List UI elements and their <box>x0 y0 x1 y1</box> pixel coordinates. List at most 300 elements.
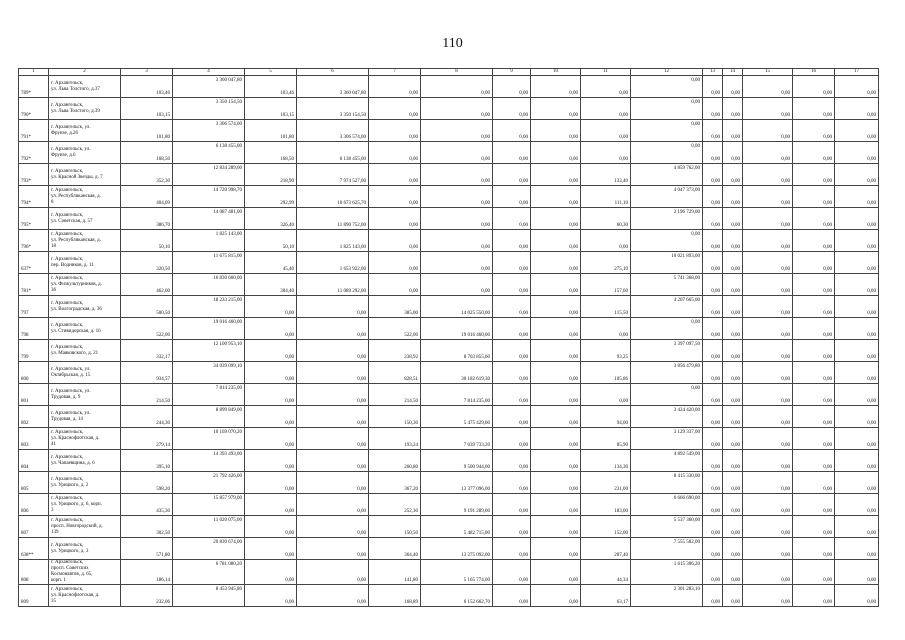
value-cell: 0,00 <box>421 186 493 208</box>
table-row <box>19 428 879 450</box>
table-row <box>19 494 879 516</box>
value-cell: 6 138 455,00 <box>297 142 369 164</box>
value-cell: 111,10 <box>581 186 631 208</box>
value-cell: 1 615 306,20 <box>631 560 703 585</box>
value-cell: 7 555 582,00 <box>631 538 703 560</box>
value-cell: 0,00 <box>297 494 369 516</box>
table-row <box>19 76 879 98</box>
value-cell: 12 100 953,10 <box>173 340 245 362</box>
address-cell: г. Архангельск, ул. Трудовая, д. 14 <box>49 406 121 428</box>
column-number: 10 <box>531 69 581 76</box>
value-cell: 0,00 <box>531 538 581 560</box>
column-number: 4 <box>173 69 245 76</box>
value-cell: 0,00 <box>703 76 723 98</box>
value-cell: 0,00 <box>723 428 743 450</box>
value-cell: 435,30 <box>121 494 173 516</box>
value-cell: 0,00 <box>723 318 743 340</box>
value-cell: 292,99 <box>245 186 297 208</box>
value-cell: 0,00 <box>531 164 581 186</box>
value-cell: 0,00 <box>703 274 723 296</box>
value-cell: 0,00 <box>835 296 879 318</box>
value-cell: 16 830 660,00 <box>173 274 245 296</box>
column-number: 14 <box>723 69 743 76</box>
value-cell: 304,40 <box>245 274 297 296</box>
value-cell: 0,00 <box>793 406 835 428</box>
value-cell: 0,00 <box>793 296 835 318</box>
value-cell: 44,34 <box>581 560 631 585</box>
value-cell: 0,00 <box>245 560 297 585</box>
value-cell: 19 016 460,00 <box>421 318 493 340</box>
value-cell: 0,00 <box>531 406 581 428</box>
housing-program-table <box>18 68 879 607</box>
value-cell: 5 475 429,00 <box>421 406 493 428</box>
value-cell: 4 859 762,00 <box>631 164 703 186</box>
value-cell: 0,00 <box>245 362 297 384</box>
value-cell: 0,00 <box>245 450 297 472</box>
value-cell: 0,00 <box>835 76 879 98</box>
value-cell: 0,00 <box>245 494 297 516</box>
value-cell: 0,00 <box>793 516 835 538</box>
value-cell: 0,00 <box>493 76 531 98</box>
value-cell: 2 196 729,00 <box>631 208 703 230</box>
value-cell: 0,00 <box>723 384 743 406</box>
value-cell: 0,00 <box>631 230 703 252</box>
value-cell: 0,00 <box>493 585 531 607</box>
value-cell: 0,00 <box>793 208 835 230</box>
value-cell: 0,00 <box>743 538 793 560</box>
value-cell: 20 830 674,00 <box>173 538 245 560</box>
column-number: 6 <box>297 69 369 76</box>
value-cell: 0,00 <box>793 98 835 120</box>
value-cell: 11 890 752,00 <box>297 208 369 230</box>
value-cell: 0,00 <box>743 142 793 164</box>
value-cell: 0,00 <box>723 186 743 208</box>
value-cell: 0,00 <box>723 252 743 274</box>
value-cell: 0,00 <box>723 560 743 585</box>
value-cell: 0,00 <box>743 472 793 494</box>
value-cell: 103,15 <box>245 98 297 120</box>
value-cell: 10 169 070,20 <box>173 428 245 450</box>
value-cell: 0,00 <box>297 362 369 384</box>
value-cell: 0,00 <box>743 384 793 406</box>
value-cell: 18 233 215,00 <box>173 296 245 318</box>
value-cell: 50,10 <box>121 230 173 252</box>
value-cell: 395,10 <box>121 450 173 472</box>
column-number: 8 <box>421 69 493 76</box>
table-row <box>19 120 879 142</box>
value-cell: 0,00 <box>493 538 531 560</box>
value-cell: 0,00 <box>531 516 581 538</box>
row-id-cell: 800 <box>19 362 49 384</box>
value-cell: 0,00 <box>793 362 835 384</box>
value-cell: 0,00 <box>493 472 531 494</box>
value-cell: 6 152 662,70 <box>421 585 493 607</box>
value-cell: 0,00 <box>723 494 743 516</box>
value-cell: 0,00 <box>493 494 531 516</box>
value-cell: 0,00 <box>581 98 631 120</box>
value-cell: 0,00 <box>703 406 723 428</box>
value-cell: 103,46 <box>245 76 297 98</box>
value-cell: 0,00 <box>493 450 531 472</box>
value-cell: 0,00 <box>835 538 879 560</box>
value-cell: 364,40 <box>369 538 421 560</box>
value-cell: 244,30 <box>121 406 173 428</box>
column-number: 15 <box>743 69 793 76</box>
value-cell: 0,00 <box>297 538 369 560</box>
value-cell: 10 673 625,70 <box>297 186 369 208</box>
value-cell: 19 016 460,00 <box>173 318 245 340</box>
value-cell: 0,00 <box>703 164 723 186</box>
value-cell: 0,00 <box>835 230 879 252</box>
value-cell: 0,00 <box>723 340 743 362</box>
column-number-row <box>19 69 879 76</box>
value-cell: 8 453 945,80 <box>173 585 245 607</box>
value-cell: 0,00 <box>743 252 793 274</box>
value-cell: 0,00 <box>245 585 297 607</box>
value-cell: 0,00 <box>369 208 421 230</box>
value-cell: 0,00 <box>245 318 297 340</box>
value-cell: 0,00 <box>369 186 421 208</box>
value-cell: 0,00 <box>245 384 297 406</box>
address-cell: г. Архангельск, ул. Краснофлотская, д. 35 <box>49 585 121 607</box>
column-number: 16 <box>793 69 835 76</box>
value-cell: 0,00 <box>245 296 297 318</box>
value-cell: 0,00 <box>631 98 703 120</box>
value-cell: 0,00 <box>493 120 531 142</box>
value-cell: 3 350 154,50 <box>173 98 245 120</box>
value-cell: 10 021 893,00 <box>631 252 703 274</box>
value-cell: 0,00 <box>835 560 879 585</box>
value-cell: 0,00 <box>723 164 743 186</box>
value-cell: 0,00 <box>297 428 369 450</box>
value-cell: 0,00 <box>421 274 493 296</box>
table-row <box>19 362 879 384</box>
value-cell: 0,00 <box>793 142 835 164</box>
value-cell: 0,00 <box>531 296 581 318</box>
value-cell: 0,00 <box>743 164 793 186</box>
value-cell: 0,00 <box>703 494 723 516</box>
value-cell: 0,00 <box>703 208 723 230</box>
value-cell: 0,00 <box>835 494 879 516</box>
value-cell: 0,00 <box>703 296 723 318</box>
value-cell: 0,00 <box>631 142 703 164</box>
value-cell: 0,00 <box>723 362 743 384</box>
value-cell: 13 377 096,00 <box>421 472 493 494</box>
value-cell: 94,00 <box>581 406 631 428</box>
value-cell: 0,00 <box>743 585 793 607</box>
value-cell: 0,00 <box>743 340 793 362</box>
table-row <box>19 585 879 607</box>
value-cell: 0,00 <box>703 516 723 538</box>
value-cell: 231,00 <box>581 472 631 494</box>
value-cell: 105,86 <box>581 362 631 384</box>
value-cell: 4 207 665,00 <box>631 296 703 318</box>
value-cell: 0,00 <box>493 318 531 340</box>
value-cell: 0,00 <box>531 585 581 607</box>
value-cell: 0,00 <box>743 494 793 516</box>
value-cell: 0,00 <box>793 384 835 406</box>
column-number: 1 <box>19 69 49 76</box>
value-cell: 2 301 283,10 <box>631 585 703 607</box>
address-cell: г. Архангельск, просп. Новгородский, д. 139 <box>49 516 121 538</box>
value-cell: 0,00 <box>743 450 793 472</box>
value-cell: 0,00 <box>743 98 793 120</box>
column-number: 2 <box>49 69 121 76</box>
value-cell: 0,00 <box>793 472 835 494</box>
value-cell: 0,00 <box>703 252 723 274</box>
value-cell: 85,90 <box>581 428 631 450</box>
value-cell: 103,46 <box>121 76 173 98</box>
row-id-cell: 809 <box>19 585 49 607</box>
page-number: 110 <box>442 36 463 51</box>
value-cell: 0,00 <box>723 98 743 120</box>
value-cell: 3 306 574,00 <box>173 120 245 142</box>
value-cell: 3 360 047,80 <box>173 76 245 98</box>
value-cell: 404,09 <box>121 186 173 208</box>
value-cell: 0,00 <box>493 428 531 450</box>
value-cell: 21 792 426,00 <box>173 472 245 494</box>
value-cell: 168,50 <box>245 142 297 164</box>
value-cell: 0,00 <box>793 252 835 274</box>
value-cell: 150,50 <box>369 516 421 538</box>
value-cell: 11 020 075,00 <box>173 516 245 538</box>
value-cell: 0,00 <box>835 585 879 607</box>
value-cell: 0,00 <box>723 450 743 472</box>
value-cell: 3 129 337,00 <box>631 428 703 450</box>
value-cell: 15 857 979,00 <box>173 494 245 516</box>
value-cell: 0,00 <box>743 296 793 318</box>
value-cell: 12 834 289,00 <box>173 164 245 186</box>
value-cell: 0,00 <box>369 252 421 274</box>
value-cell: 332,17 <box>121 340 173 362</box>
address-cell: г. Архангельск, ул. Физкультурников, д. 36 <box>49 274 121 296</box>
value-cell: 13 275 092,00 <box>421 538 493 560</box>
value-cell: 0,00 <box>703 472 723 494</box>
value-cell: 4 892 549,00 <box>631 450 703 472</box>
value-cell: 214,50 <box>121 384 173 406</box>
value-cell: 5 165 774,00 <box>421 560 493 585</box>
value-cell: 5 741 368,00 <box>631 274 703 296</box>
value-cell: 0,00 <box>793 76 835 98</box>
value-cell: 34 039 099,10 <box>173 362 245 384</box>
value-cell: 0,00 <box>835 450 879 472</box>
row-id-cell: 637* <box>19 252 49 274</box>
value-cell: 101,80 <box>245 120 297 142</box>
value-cell: 183,00 <box>581 494 631 516</box>
value-cell: 11 675 815,00 <box>173 252 245 274</box>
value-cell: 0,00 <box>793 494 835 516</box>
value-cell: 0,00 <box>369 164 421 186</box>
value-cell: 0,00 <box>743 560 793 585</box>
value-cell: 500,50 <box>121 296 173 318</box>
column-number: 13 <box>703 69 723 76</box>
value-cell: 14 720 998,70 <box>173 186 245 208</box>
value-cell: 0,00 <box>531 560 581 585</box>
value-cell: 0,00 <box>531 120 581 142</box>
value-cell: 828,51 <box>369 362 421 384</box>
value-cell: 0,00 <box>369 230 421 252</box>
value-cell: 0,00 <box>581 142 631 164</box>
value-cell: 0,00 <box>723 230 743 252</box>
value-cell: 0,00 <box>703 98 723 120</box>
address-cell: г. Архангельск, ул. Октябрьская, д. 15 <box>49 362 121 384</box>
value-cell: 0,00 <box>793 340 835 362</box>
value-cell: 0,00 <box>743 230 793 252</box>
value-cell: 7 039 733,20 <box>421 428 493 450</box>
value-cell: 0,00 <box>703 340 723 362</box>
table-row <box>19 538 879 560</box>
address-cell: г. Архангельск, ул. Маяковского, д. 21 <box>49 340 121 362</box>
value-cell: 0,00 <box>493 164 531 186</box>
value-cell: 0,00 <box>421 142 493 164</box>
value-cell: 0,00 <box>531 186 581 208</box>
value-cell: 0,00 <box>703 384 723 406</box>
value-cell: 11 089 292,00 <box>297 274 369 296</box>
table-row <box>19 318 879 340</box>
value-cell: 0,00 <box>743 406 793 428</box>
table-row <box>19 186 879 208</box>
value-cell: 8 703 855,60 <box>421 340 493 362</box>
value-cell: 0,00 <box>793 274 835 296</box>
value-cell: 0,00 <box>723 76 743 98</box>
row-id-cell: 808 <box>19 560 49 585</box>
address-cell: г. Архангельск, ул. Фрунзе, д.6 <box>49 142 121 164</box>
value-cell: 1 825 143,00 <box>173 230 245 252</box>
value-cell: 0,00 <box>421 252 493 274</box>
value-cell: 0,00 <box>531 252 581 274</box>
value-cell: 0,00 <box>793 585 835 607</box>
table-row <box>19 472 879 494</box>
value-cell: 3 360 047,80 <box>297 76 369 98</box>
row-id-cell: 791* <box>19 120 49 142</box>
value-cell: 0,00 <box>835 318 879 340</box>
value-cell: 168,89 <box>369 585 421 607</box>
table-row <box>19 340 879 362</box>
value-cell: 0,00 <box>297 585 369 607</box>
table-row <box>19 296 879 318</box>
value-cell: 0,00 <box>493 230 531 252</box>
table-row <box>19 164 879 186</box>
value-cell: 0,00 <box>531 274 581 296</box>
address-cell: г. Архангельск, ул. Трудовая, д. 9 <box>49 384 121 406</box>
row-id-cell: 806 <box>19 494 49 516</box>
value-cell: 0,00 <box>835 516 879 538</box>
value-cell: 0,00 <box>421 230 493 252</box>
address-cell: г. Архангельск, ул. Стивидорская, д. 16 <box>49 318 121 340</box>
value-cell: 14 087 481,00 <box>173 208 245 230</box>
value-cell: 0,00 <box>703 186 723 208</box>
value-cell: 0,00 <box>297 450 369 472</box>
row-id-cell: 795* <box>19 208 49 230</box>
value-cell: 0,00 <box>743 120 793 142</box>
value-cell: 157,60 <box>581 274 631 296</box>
value-cell: 0,00 <box>723 472 743 494</box>
value-cell: 133,40 <box>581 164 631 186</box>
value-cell: 0,00 <box>493 296 531 318</box>
value-cell: 0,00 <box>743 318 793 340</box>
value-cell: 0,00 <box>743 208 793 230</box>
address-cell: г. Архангельск, ул. Республиканская, д. 18 <box>49 230 121 252</box>
value-cell: 0,00 <box>835 98 879 120</box>
value-cell: 193,24 <box>369 428 421 450</box>
value-cell: 0,00 <box>245 516 297 538</box>
value-cell: 0,00 <box>723 274 743 296</box>
value-cell: 385,00 <box>369 296 421 318</box>
table-row <box>19 450 879 472</box>
value-cell: 0,00 <box>369 120 421 142</box>
value-cell: 0,00 <box>531 362 581 384</box>
row-id-cell: 781* <box>19 274 49 296</box>
value-cell: 93,25 <box>581 340 631 362</box>
value-cell: 0,00 <box>369 76 421 98</box>
table-row <box>19 208 879 230</box>
value-cell: 0,00 <box>245 472 297 494</box>
value-cell: 0,00 <box>245 406 297 428</box>
value-cell: 0,00 <box>531 340 581 362</box>
value-cell: 0,00 <box>835 186 879 208</box>
value-cell: 150,30 <box>369 406 421 428</box>
value-cell: 4 047 373,00 <box>631 186 703 208</box>
value-cell: 0,00 <box>631 76 703 98</box>
value-cell: 0,00 <box>245 538 297 560</box>
value-cell: 0,00 <box>245 340 297 362</box>
value-cell: 152,00 <box>581 516 631 538</box>
value-cell: 0,00 <box>723 538 743 560</box>
value-cell: 0,00 <box>835 142 879 164</box>
value-cell: 0,00 <box>531 318 581 340</box>
address-cell: г. Архангельск, пер. Водников, д. 11 <box>49 252 121 274</box>
value-cell: 7 974 527,00 <box>297 164 369 186</box>
value-cell: 0,00 <box>531 208 581 230</box>
column-number: 5 <box>245 69 297 76</box>
row-id-cell: 797 <box>19 296 49 318</box>
value-cell: 0,00 <box>835 340 879 362</box>
value-cell: 386,70 <box>121 208 173 230</box>
value-cell: 0,00 <box>743 274 793 296</box>
value-cell: 0,00 <box>369 274 421 296</box>
value-cell: 0,00 <box>493 186 531 208</box>
value-cell: 0,00 <box>531 428 581 450</box>
value-cell: 0,00 <box>743 76 793 98</box>
value-cell: 0,00 <box>631 318 703 340</box>
address-cell: г. Архангельск, ул. Урицкого, д. 2 <box>49 472 121 494</box>
value-cell: 260,80 <box>369 450 421 472</box>
value-cell: 14 393 493,00 <box>173 450 245 472</box>
address-cell: г. Архангельск, ул. Чапаевщина, д. 6 <box>49 450 121 472</box>
value-cell: 9 500 944,00 <box>421 450 493 472</box>
value-cell: 0,00 <box>835 472 879 494</box>
value-cell: 0,00 <box>531 450 581 472</box>
address-cell: г. Архангельск, ул. Урицкого, д. 3 <box>49 538 121 560</box>
value-cell: 0,00 <box>743 428 793 450</box>
value-cell: 0,00 <box>493 384 531 406</box>
value-cell: 0,00 <box>793 230 835 252</box>
value-cell: 367,20 <box>369 472 421 494</box>
value-cell: 7 814 235,00 <box>173 384 245 406</box>
value-cell: 0,00 <box>531 98 581 120</box>
value-cell: 0,00 <box>723 585 743 607</box>
value-cell: 598,20 <box>121 472 173 494</box>
row-id-cell: 803 <box>19 428 49 450</box>
row-id-cell: 804 <box>19 450 49 472</box>
value-cell: 0,00 <box>297 318 369 340</box>
value-cell: 6 781 080,20 <box>173 560 245 585</box>
address-cell: г. Архангельск, ул. Краснофлотская, д. 41 <box>49 428 121 450</box>
value-cell: 0,00 <box>297 406 369 428</box>
value-cell: 0,00 <box>297 516 369 538</box>
value-cell: 134,30 <box>581 450 631 472</box>
value-cell: 0,00 <box>703 230 723 252</box>
